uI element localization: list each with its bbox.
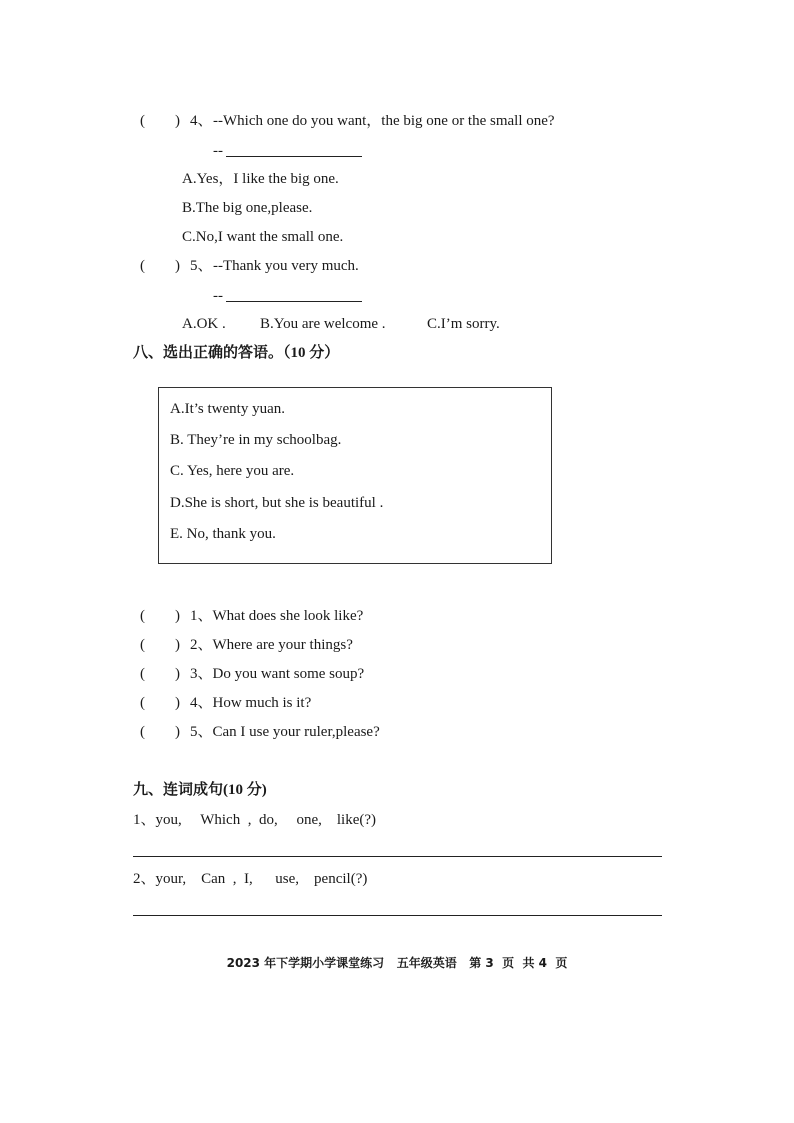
option-b: B.You are welcome . (260, 316, 386, 332)
question-number: 4、 (190, 113, 213, 129)
answer-bracket: ( ) (140, 608, 180, 624)
answer-bracket: ( ) (140, 113, 180, 129)
answer-bracket: ( ) (140, 258, 180, 274)
answer-line (133, 856, 662, 857)
answer-bracket: ( ) (140, 695, 180, 711)
section-title: 九、连词成句(10 分) (133, 782, 267, 798)
choice-a: A.It’s twenty yuan. (170, 401, 285, 417)
answer-prefix: -- (213, 143, 223, 159)
question-text: --Thank you very much. (213, 258, 359, 274)
section-title: 八、选出正确的答语。（10 分） (133, 345, 340, 361)
question-text: --Which one do you want，the big one or the small one? (213, 113, 555, 129)
sentence-item: 1、you, Which , do, one, like(?) (133, 812, 377, 828)
option-c: C.I’m sorry. (427, 316, 500, 332)
question-text: 4、How much is it? (190, 695, 312, 711)
question-number: 5、 (190, 258, 213, 274)
answer-blank (226, 301, 362, 302)
answer-blank (226, 156, 362, 157)
answer-line (133, 915, 662, 916)
answer-prefix: -- (213, 288, 223, 304)
choice-b: B. They’re in my schoolbag. (170, 432, 342, 448)
answer-bracket: ( ) (140, 724, 180, 740)
choice-d: D.She is short, but she is beautiful . (170, 495, 384, 511)
question-text: 2、Where are your things? (190, 637, 353, 653)
page-footer: 2023 年下学期小学课堂练习 五年级英语 第 3 页 共 4 页 (226, 956, 568, 970)
answer-bracket: ( ) (140, 666, 180, 682)
sentence-item: 2、your, Can , I, use, pencil(?) (133, 871, 368, 887)
question-text: 5、Can I use your ruler,please? (190, 724, 380, 740)
option-a: A.OK . (182, 316, 226, 332)
question-text: 1、What does she look like? (190, 608, 364, 624)
option-b: B.The big one,please. (182, 200, 313, 216)
question-text: 3、Do you want some soup? (190, 666, 365, 682)
answer-bracket: ( ) (140, 637, 180, 653)
choice-c: C. Yes, here you are. (170, 463, 295, 479)
choice-e: E. No, thank you. (170, 526, 276, 542)
option-a: A.Yes，I like the big one. (182, 171, 339, 187)
option-c: C.No,I want the small one. (182, 229, 344, 245)
